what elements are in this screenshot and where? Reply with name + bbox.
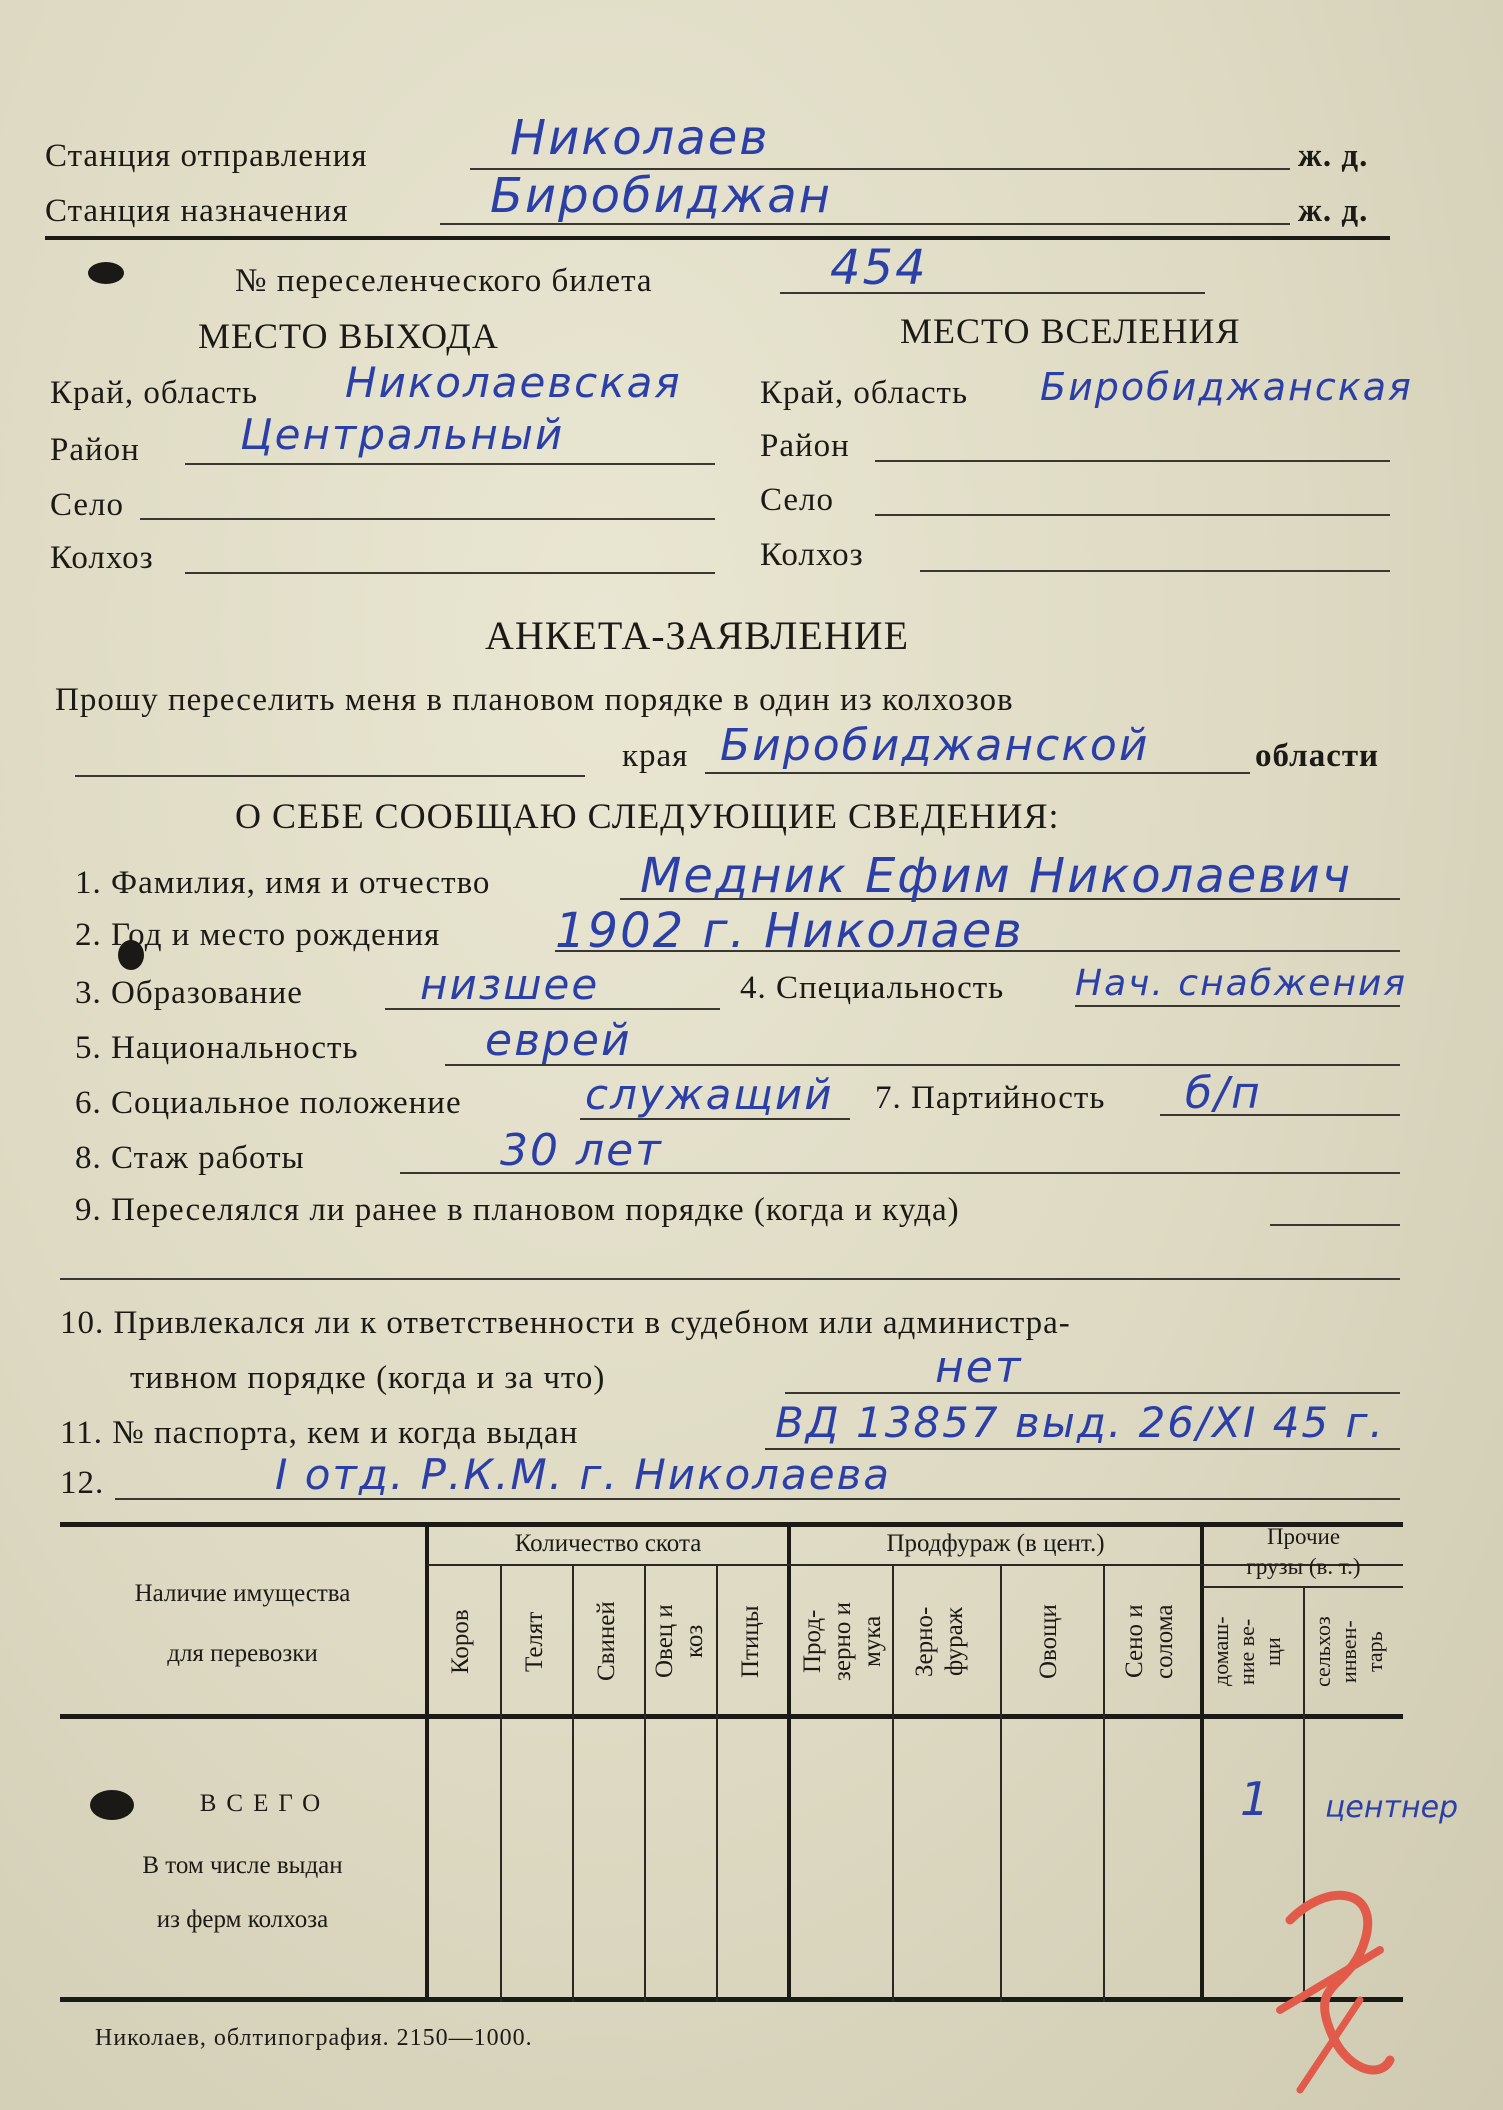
q10-label-b: тивном порядке (когда и за что) bbox=[130, 1360, 606, 1396]
origin-village-label: Село bbox=[50, 487, 125, 523]
group-livestock: Количество скота bbox=[514, 1530, 702, 1557]
q8-value: 30 лет bbox=[500, 1125, 663, 1176]
printer-info: Николаев, облтипография. 2150—1000. bbox=[95, 2025, 533, 2051]
col-sheep: Овец и коз bbox=[651, 1604, 708, 1679]
q1-value: Медник Ефим Николаевич bbox=[640, 848, 1353, 904]
origin-region-label: Край, область bbox=[50, 375, 259, 411]
q11-value: ВД 13857 выд. 26/XI 45 г. bbox=[775, 1398, 1385, 1447]
q12-value: I отд. Р.К.М. г. Николаева bbox=[275, 1450, 892, 1499]
q2-value: 1902 г. Николаев bbox=[555, 903, 1024, 959]
col-pigs: Свиней bbox=[593, 1601, 620, 1682]
col-grain: Прод- зерно и мука bbox=[799, 1602, 886, 1681]
q5-label: 5. Национальность bbox=[75, 1030, 359, 1066]
header-divider bbox=[45, 236, 1390, 240]
q11-label: 11. № паспорта, кем и когда выдан bbox=[60, 1415, 579, 1451]
ticket-label: № переселенческого билета bbox=[235, 263, 653, 299]
col-hay: Сено и солома bbox=[1121, 1604, 1178, 1679]
kray-value: Биробиджанской bbox=[720, 720, 1150, 771]
origin-title: МЕСТО ВЫХОДА bbox=[198, 316, 499, 356]
q4-value: Нач. снабжения bbox=[1075, 963, 1408, 1004]
destination-station-label: Станция назначения bbox=[45, 193, 349, 229]
col-household: домаш- ние ве- щи bbox=[1208, 1616, 1285, 1687]
farm-value: центнер bbox=[1325, 1790, 1459, 1825]
group-other: Прочие грузы (в. т.) bbox=[1246, 1524, 1361, 1579]
destination-title: МЕСТО ВСЕЛЕНИЯ bbox=[900, 311, 1241, 351]
origin-district-value: Центральный bbox=[240, 410, 565, 459]
origin-kolkhoz-label: Колхоз bbox=[50, 540, 154, 576]
ticket-value: 454 bbox=[830, 240, 928, 296]
destination-region-label: Край, область bbox=[760, 375, 969, 411]
origin-region-value: Николаевская bbox=[345, 358, 682, 407]
col-veg: Овощи bbox=[1035, 1604, 1062, 1679]
q10-value: нет bbox=[935, 1342, 1023, 1393]
destination-village-label: Село bbox=[760, 482, 835, 518]
col-birds: Птицы bbox=[737, 1605, 764, 1678]
col-calves: Телят bbox=[521, 1611, 548, 1672]
destination-district-label: Район bbox=[760, 428, 850, 464]
property-table bbox=[60, 1522, 1459, 2002]
departure-station-value: Николаев bbox=[510, 110, 770, 166]
row-header-b: для перевозки bbox=[167, 1640, 318, 1667]
col-fodder: Зерно- фураж bbox=[911, 1606, 968, 1677]
q5-value: еврей bbox=[485, 1015, 632, 1066]
q7-value: б/п bbox=[1185, 1068, 1262, 1119]
red-pencil-mark bbox=[1270, 1860, 1410, 2100]
q6-label: 6. Социальное положение bbox=[75, 1085, 462, 1121]
q1-label: 1. Фамилия, имя и отчество bbox=[75, 865, 491, 901]
request-line: Прошу переселить меня в плановом порядке в один из колхозов bbox=[55, 682, 1014, 718]
railway-abbrev-2: ж. д. bbox=[1298, 193, 1369, 229]
row-header-a: Наличие имущества bbox=[134, 1580, 351, 1607]
q12-label: 12. bbox=[60, 1465, 105, 1501]
household-value: 1 bbox=[1240, 1772, 1272, 1826]
q4-label: 4. Специальность bbox=[740, 970, 1005, 1006]
group-feed: Продфураж (в цент.) bbox=[886, 1530, 1105, 1557]
total-label: ВСЕГО bbox=[199, 1790, 331, 1817]
q3-value: низшее bbox=[420, 960, 600, 1009]
q2-label: 2. Год и место рождения bbox=[75, 917, 441, 953]
ink-stain bbox=[88, 262, 124, 284]
q10-label-a: 10. Привлекался ли к ответственности в судебном или администра- bbox=[60, 1305, 1071, 1341]
col-farm: сельхоз инвен- тарь bbox=[1310, 1616, 1387, 1687]
oblast-label: области bbox=[1255, 738, 1380, 774]
incl-label-a: В том числе выдан bbox=[142, 1852, 343, 1879]
railway-abbrev-1: ж. д. bbox=[1298, 138, 1369, 174]
form-title: АНКЕТА-ЗАЯВЛЕНИЕ bbox=[485, 613, 910, 658]
origin-district-label: Район bbox=[50, 432, 140, 468]
kray-label: края bbox=[622, 738, 689, 774]
q3-label: 3. Образование bbox=[75, 975, 303, 1011]
destination-region-value: Биробиджанская bbox=[1040, 365, 1413, 409]
q8-label: 8. Стаж работы bbox=[75, 1140, 305, 1176]
destination-station-value: Биробиджан bbox=[490, 168, 832, 224]
q7-label: 7. Партийность bbox=[875, 1080, 1106, 1116]
destination-kolkhoz-label: Колхоз bbox=[760, 537, 864, 573]
q9-label: 9. Переселялся ли ранее в плановом порядке (когда и куда) bbox=[75, 1192, 960, 1228]
info-title: О СЕБЕ СООБЩАЮ СЛЕДУЮЩИЕ СВЕДЕНИЯ: bbox=[235, 796, 1060, 836]
col-cows: Коров bbox=[447, 1609, 474, 1674]
q6-value: служащий bbox=[585, 1070, 834, 1119]
incl-label-b: из ферм колхоза bbox=[156, 1906, 329, 1933]
departure-station-label: Станция отправления bbox=[45, 138, 368, 174]
